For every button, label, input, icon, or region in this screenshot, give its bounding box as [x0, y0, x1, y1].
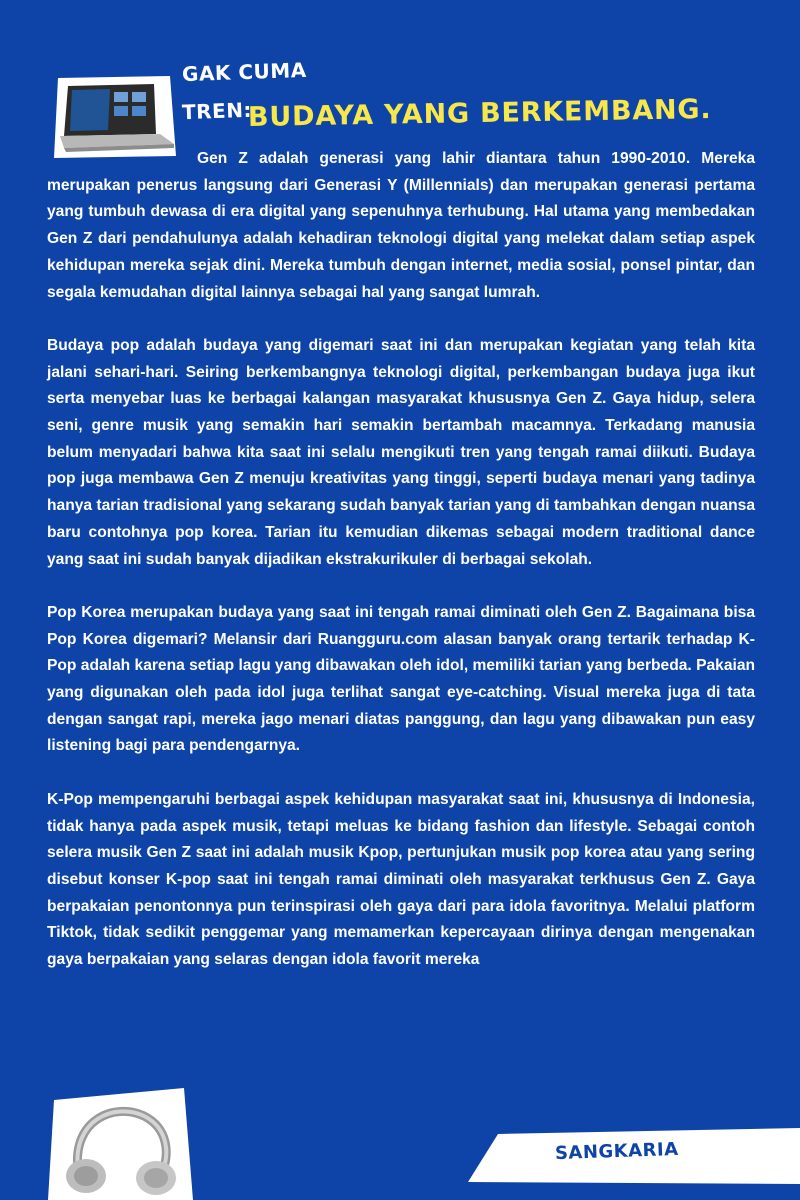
header-kicker-line1: GAK CUMA	[181, 57, 308, 87]
paragraph: Pop Korea merupakan budaya yang saat ini tengah ramai diminati oleh Gen Z. Bagaimana bisa Pop Korea digemari? Melansir dari Ruangguru.com alasan banyak orang tertarik terhadap K-Pop adalah karena setiap lagu yang dibawakan oleh idol, memiliki tarian yang berbeda. Pakaian yang digunakan oleh pada idol juga terlihat sangat eye-catching. Visual mereka juga di tata dengan sangat rapi, mereka jago menari diatas panggung, dan lagu yang dibawakan pun easy listening bagi para pendengarnya.	[47, 603, 756, 755]
paragraph: Budaya pop adalah budaya yang digemari saat ini dan merupakan kegiatan yang telah kita jalani sehari-hari. Seiring berkembangnya teknologi digital, perkembangan budaya juga ikut serta menyebar luas ke berbagai kalangan masyarakat khususnya Gen Z. Gaya hidup, selera seni, genre musik yang semakin hari semakin bertambah macamnya. Terkadang manusia belum menyadari bahwa kita saat ini selalu mengikuti tren yang tengah ramai diikuti. Budaya pop juga membawa Gen Z menuju kreativitas yang tinggi, seperti budaya menari yang tadinya hanya tarian tradisional yang sekarang sudah banyak tarian yang di tambahkan dengan nuansa baru contohnya pop korea. Tarian itu kemudian dikemas sebagai modern traditional dance yang saat ini sudah banyak dijadikan ekstrakurikuler di berbagai sekolah.	[47, 336, 755, 568]
brand-logo-text: SANGKARIA	[554, 1138, 679, 1165]
headline: BUDAYA YANG BERKEMBANG.	[247, 93, 712, 134]
header-kicker-line2: TREN:	[181, 97, 253, 125]
headphones-icon	[48, 1080, 193, 1200]
paragraph: Gen Z adalah generasi yang lahir diantara tahun 1990-2010. Mereka merupakan penerus langsung dari Generasi Y (Millennials) dan merupakan generasi pertama yang tumbuh dewasa di era digital yang sepenuhnya terhubung. Hal utama yang membedakan Gen Z dari pendahulunya adalah kehadiran teknologi digital yang melekat dalam setiap aspek kehidupan mereka sejak dini. Mereka tumbuh dengan internet, media sosial, ponsel pintar, dan segala kemudahan digital lainnya sebagai hal yang sangat lumrah.	[47, 150, 755, 301]
article-body	[47, 146, 755, 1000]
paragraph: K-Pop mempengaruhi berbagai aspek kehidupan masyarakat saat ini, khususnya di Indonesia, tidak hanya pada aspek musik, tetapi meluas ke bidang fashion dan lifestyle. Sebagai contoh selera musik Gen Z saat ini adalah musik Kpop, pertunjukan musik pop korea atau yang sering disebut konser K-pop saat ini tengah ramai diminati oleh masyarakat terkhusus Gen Z. Gaya berpakaian penontonnya pun terinspirasi oleh gaya dari para idola favoritnya. Melalui platform Tiktok, tidak sedikit penggemar yang memamerkan kepercayaan dirinya dengan mengenakan gaya berpakaian yang selaras dengan idola favorit mereka	[47, 790, 755, 969]
